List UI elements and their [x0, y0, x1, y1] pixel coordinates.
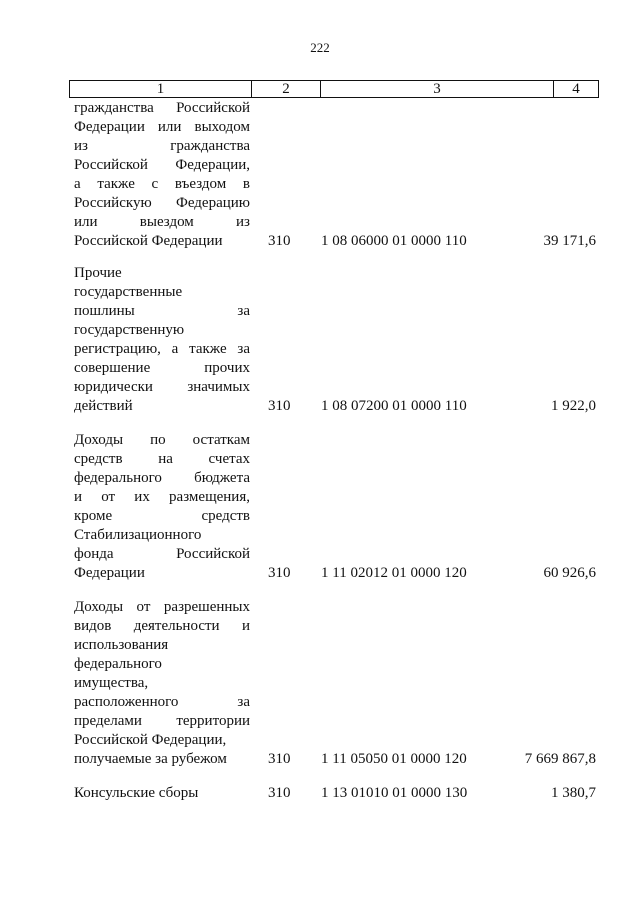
- row-col-3: 1 08 07200 01 0000 110: [321, 398, 467, 414]
- description-line: из гражданства: [74, 138, 250, 154]
- row-description: [74, 784, 250, 803]
- description-line: Доходы по остаткам: [74, 432, 250, 448]
- description-line: и от их размещения,: [74, 489, 250, 505]
- description-line: государственные: [74, 284, 183, 300]
- description-line: а также с въездом в: [74, 176, 250, 192]
- description-line: Российской Федерации,: [74, 732, 227, 748]
- row-description: [74, 264, 250, 416]
- row-col-2: 310: [268, 751, 291, 767]
- description-line: Прочие: [74, 265, 122, 281]
- row-col-2: 310: [268, 398, 291, 414]
- description-line: юридически значимых: [74, 379, 250, 395]
- description-line: средств на счетах: [74, 451, 250, 467]
- description-line: регистрацию, а также за: [74, 341, 250, 357]
- row-col-4: 1 380,7: [551, 785, 596, 801]
- description-line: кроме средств: [74, 508, 250, 524]
- header-col-4: 4: [553, 81, 598, 97]
- header-col-3: 3: [320, 81, 553, 97]
- description-line: или выездом из: [74, 214, 250, 230]
- row-col-3: 1 13 01010 01 0000 130: [321, 785, 468, 801]
- table-row: [69, 264, 599, 416]
- description-line: Российской Федерации,: [74, 157, 250, 173]
- description-line: имущества,: [74, 675, 149, 691]
- description-line: получаемые за рубежом: [74, 751, 227, 767]
- row-description: [74, 598, 250, 769]
- description-line: пошлины за: [74, 303, 250, 319]
- table-header: [69, 80, 599, 98]
- row-col-4: 60 926,6: [543, 565, 596, 581]
- header-col-2: 2: [251, 81, 320, 97]
- description-line: Стабилизационного: [74, 527, 202, 543]
- row-col-2: 310: [268, 785, 291, 801]
- row-col-3: 1 11 05050 01 0000 120: [321, 751, 467, 767]
- row-col-4: 39 171,6: [543, 233, 596, 249]
- row-description: [74, 99, 250, 251]
- row-description: [74, 431, 250, 583]
- description-line: Доходы от разрешенных: [74, 599, 250, 615]
- row-col-3: 1 08 06000 01 0000 110: [321, 233, 467, 249]
- description-line: использования: [74, 637, 169, 653]
- description-line: Российскую Федерацию: [74, 195, 250, 211]
- description-line: Федерации или выходом: [74, 119, 250, 135]
- row-col-2: 310: [268, 233, 291, 249]
- description-line: Консульские сборы: [74, 785, 199, 801]
- row-col-4: 7 669 867,8: [524, 751, 596, 767]
- page-number: 222: [310, 40, 330, 55]
- description-line: пределами территории: [74, 713, 250, 729]
- description-line: гражданства Российской: [74, 100, 250, 116]
- description-line: совершение прочих: [74, 360, 250, 376]
- description-line: видов деятельности и: [74, 618, 250, 634]
- description-line: Российской Федерации: [74, 233, 223, 249]
- table-row: [69, 99, 599, 251]
- description-line: государственную: [74, 322, 185, 338]
- description-line: фонда Российской: [74, 546, 250, 562]
- description-line: федерального: [74, 656, 162, 672]
- table-row: [69, 431, 599, 583]
- description-line: федерального бюджета: [74, 470, 250, 486]
- description-line: расположенного за: [74, 694, 250, 710]
- description-line: Федерации: [74, 565, 145, 581]
- table-row: [69, 784, 599, 803]
- row-col-2: 310: [268, 565, 291, 581]
- description-line: действий: [74, 398, 133, 414]
- row-col-3: 1 11 02012 01 0000 120: [321, 565, 467, 581]
- row-col-4: 1 922,0: [551, 398, 596, 414]
- header-col-1: 1: [156, 81, 165, 97]
- table-row: [69, 598, 599, 769]
